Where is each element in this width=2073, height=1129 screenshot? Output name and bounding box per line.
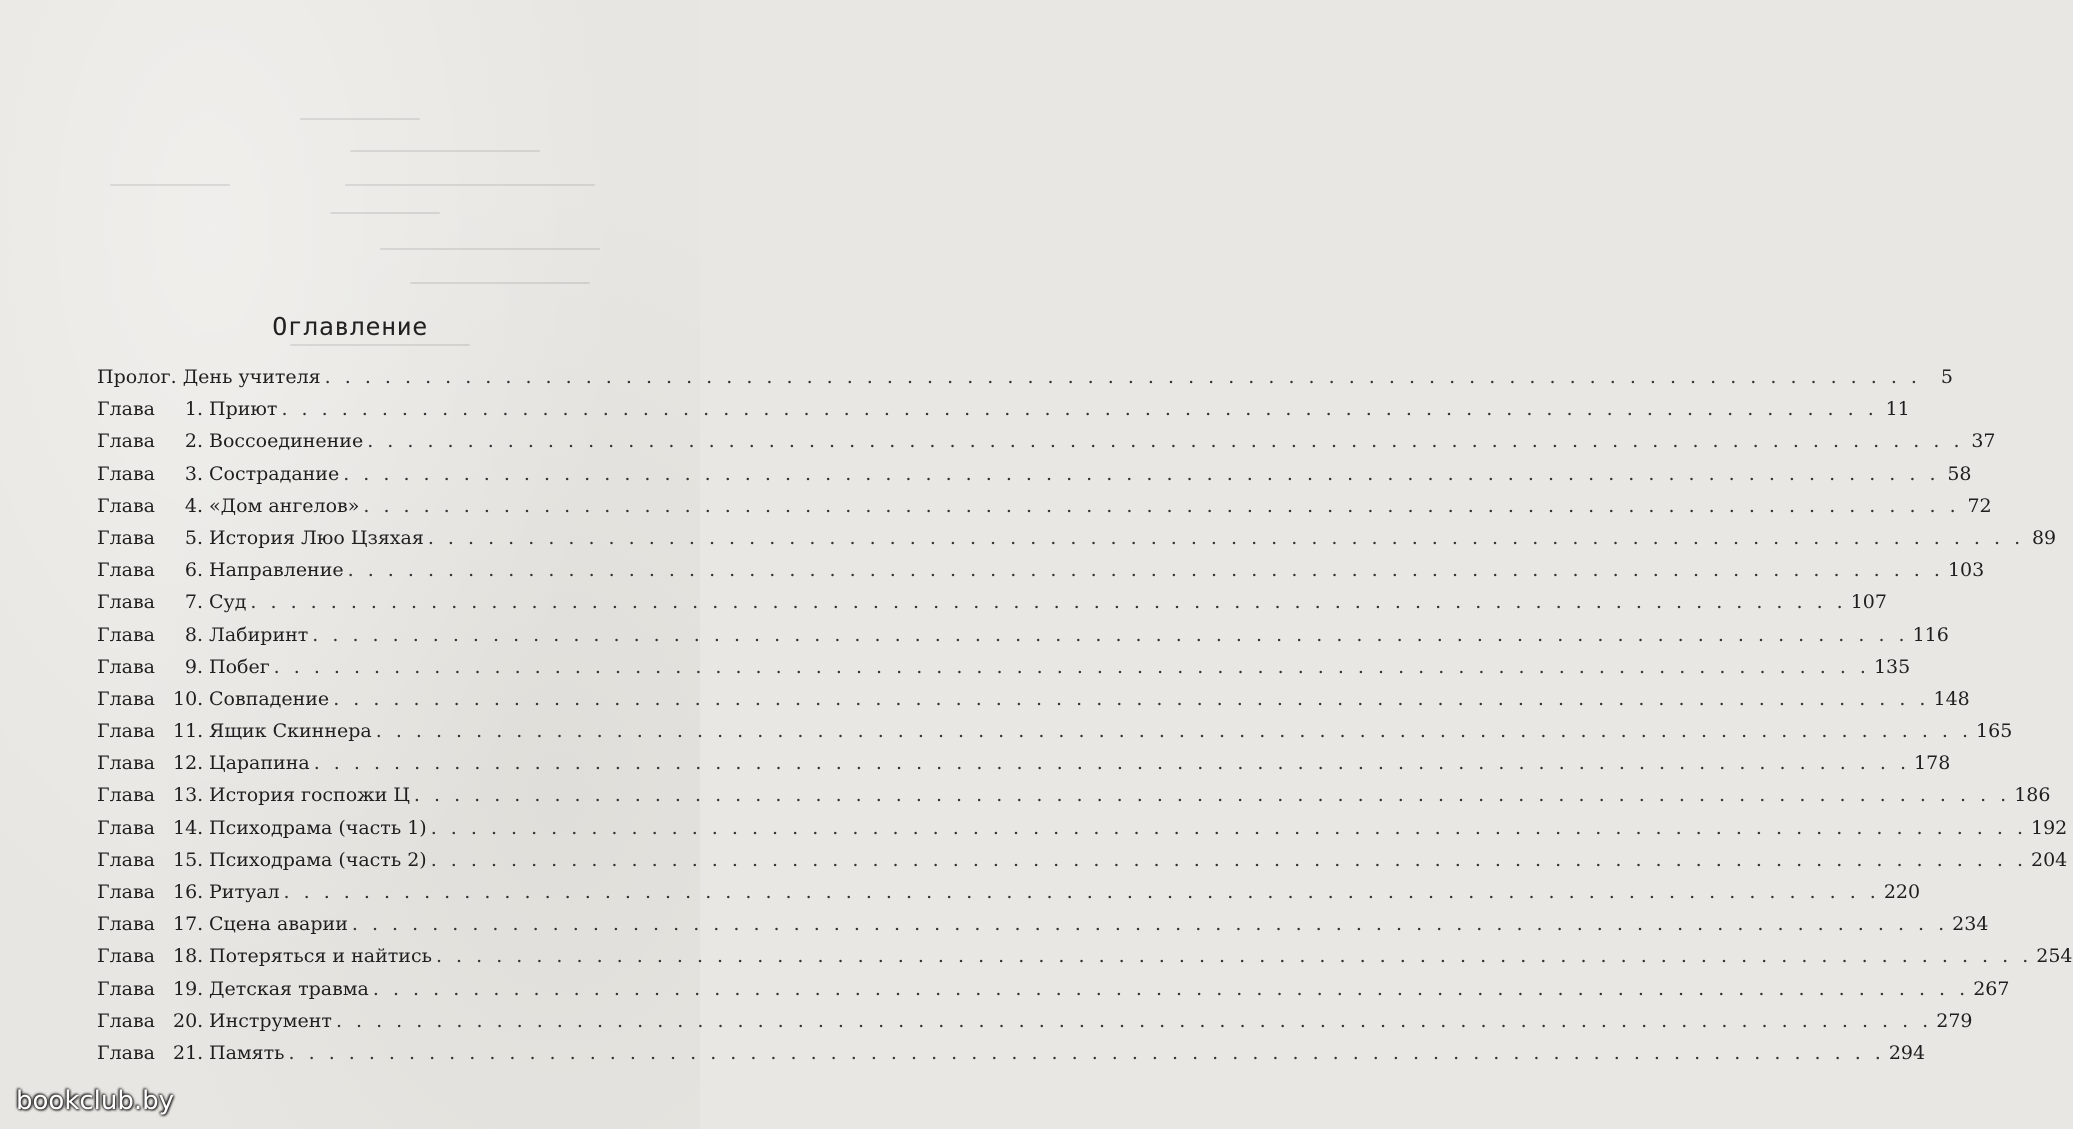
toc-entry — [97, 881, 1921, 913]
dot-leader: . . . . . . . . . . . . . . . . . . . . . . . . . . . . . . . . . . . . . . . . . . . . . . . . . . . . . . . . . . . . . . . . . . . . . . . . . . . . . . . . — [343, 462, 1940, 485]
toc-entry-heading — [97, 913, 348, 935]
page-number: 279 — [1936, 1009, 1973, 1032]
dot-leader: . . . . . . . . . . . . . . . . . . . . . . . . . . . . . . . . . . . . . . . . . . . . . . . . . . . . . . . . . . . . . . . . . . . . . . . . . . . . . . . . — [324, 366, 1921, 388]
dot-leader: . . . . . . . . . . . . . . . . . . . . . . . . . . . . . . . . . . . . . . . . . . . . . . . . . . . . . . . . . . . . . . . . . . . . . . . . . . . . . . . . — [288, 1041, 1885, 1064]
toc-entry-heading — [97, 366, 321, 388]
dot-leader: . . . . . . . . . . . . . . . . . . . . . . . . . . . . . . . . . . . . . . . . . . . . . . . . . . . . . . . . . . . . . . . . . . . . . . . . . . . . . . . . — [281, 398, 1878, 421]
chapter-number: 16. — [173, 881, 204, 903]
page-number: 103 — [1947, 559, 1985, 582]
toc-entry-heading — [97, 720, 372, 742]
chapter-title: История госпожи Ц — [209, 784, 410, 807]
chapter-title: Память — [209, 1041, 285, 1064]
chapter-title: Побег — [209, 655, 270, 678]
page-number: 116 — [1912, 623, 1949, 646]
toc-entry — [97, 623, 1949, 656]
toc-entry — [97, 720, 2013, 752]
toc-entry-heading — [97, 430, 363, 452]
toc-entry-heading — [97, 656, 270, 678]
page-number: 72 — [1967, 494, 1992, 517]
chapter-number: 9. — [184, 655, 203, 678]
page-number: 165 — [1976, 720, 2013, 743]
chapter-title: Психодрама (часть 2) — [209, 848, 427, 871]
page-number: 204 — [2031, 848, 2068, 871]
chapter-word: Глава — [97, 1009, 156, 1032]
chapter-word: Глава — [97, 526, 156, 549]
chapter-word: Глава — [97, 687, 156, 710]
chapter-word: Глава — [97, 945, 156, 968]
dot-leader: . . . . . . . . . . . . . . . . . . . . . . . . . . . . . . . . . . . . . . . . . . . . . . . . . . . . . . . . . . . . . . . . . . . . . . . . . . . . . . . . — [372, 977, 1970, 1000]
chapter-word: Глава — [97, 752, 156, 775]
toc-entry — [97, 526, 2057, 559]
toc-entry — [97, 591, 1887, 623]
toc-entry — [97, 1041, 1926, 1074]
chapter-number: 20. — [173, 1009, 204, 1032]
page-title: Оглавление — [272, 312, 428, 341]
chapter-title: Суд — [209, 591, 247, 614]
dot-leader: . . . . . . . . . . . . . . . . . . . . . . . . . . . . . . . . . . . . . . . . . . . . . . . . . . . . . . . . . . . . . . . . . . . . . . . . . . . . . . . . — [363, 494, 1960, 517]
page-number: 186 — [2014, 784, 2051, 807]
chapter-word: Глава — [97, 430, 156, 453]
dot-leader: . . . . . . . . . . . . . . . . . . . . . . . . . . . . . . . . . . . . . . . . . . . . . . . . . . . . . . . . . . . . . . . . . . . . . . . . . . . . . . . . — [283, 881, 1880, 903]
chapter-number: 19. — [173, 977, 204, 1000]
page-number: 58 — [1947, 462, 1972, 485]
chapter-title: История Люо Цзяхая — [209, 526, 424, 549]
toc-entry — [97, 366, 1953, 398]
chapter-word: Глава — [97, 559, 156, 582]
toc-entry — [97, 398, 1910, 430]
chapter-number: 8. — [184, 623, 203, 646]
chapter-title: Сострадание — [209, 462, 340, 485]
chapter-word: Глава — [97, 881, 156, 903]
page-number: 192 — [2031, 816, 2068, 839]
dot-leader: . . . . . . . . . . . . . . . . . . . . . . . . . . . . . . . . . . . . . . . . . . . . . . . . . . . . . . . . . . . . . . . . . . . . . . . . . . . . . . . . — [313, 752, 1911, 775]
toc-entry-heading — [97, 688, 329, 710]
toc-entry — [97, 494, 1992, 527]
dot-leader: . . . . . . . . . . . . . . . . . . . . . . . . . . . . . . . . . . . . . . . . . . . . . . . . . . . . . . . . . . . . . . . . . . . . . . . . . . . . . . . . — [430, 848, 2027, 871]
chapter-number: 5. — [184, 526, 203, 549]
chapter-number: 3. — [184, 462, 203, 485]
toc-entry — [97, 913, 1989, 945]
page-number: 107 — [1850, 591, 1887, 614]
toc-entry — [97, 816, 2068, 849]
dot-leader: . . . . . . . . . . . . . . . . . . . . . . . . . . . . . . . . . . . . . . . . . . . . . . . . . . . . . . . . . . . . . . . . . . . . . . . . . . . . . . . . — [427, 526, 2025, 549]
chapter-word: Глава — [97, 1041, 156, 1064]
toc-entry — [97, 655, 1911, 688]
chapter-title: Ящик Скиннера — [209, 720, 372, 743]
toc-entry-heading — [97, 1010, 332, 1032]
table-of-contents — [97, 366, 2073, 1074]
chapter-title: Сцена аварии — [209, 913, 348, 936]
chapter-number: 15. — [173, 848, 204, 871]
page-number: 234 — [1952, 913, 1989, 936]
toc-entry — [97, 559, 1985, 591]
dot-leader: . . . . . . . . . . . . . . . . . . . . . . . . . . . . . . . . . . . . . . . . . . . . . . . . . . . . . . . . . . . . . . . . . . . . . . . . . . . . . . . . — [375, 720, 1973, 743]
chapter-number: 1. — [184, 398, 203, 421]
chapter-title: Психодрама (часть 1) — [209, 816, 427, 839]
page-number: 267 — [1973, 977, 2010, 1000]
chapter-number: 21. — [173, 1041, 204, 1064]
chapter-number: 10. — [173, 687, 204, 710]
chapter-word: Глава — [97, 816, 156, 839]
chapter-title: Лабиринт — [209, 623, 309, 646]
dot-leader: . . . . . . . . . . . . . . . . . . . . . . . . . . . . . . . . . . . . . . . . . . . . . . . . . . . . . . . . . . . . . . . . . . . . . . . . . . . . . . . . — [430, 816, 2027, 839]
show-through-text — [0, 0, 700, 360]
chapter-number: 11. — [173, 720, 204, 743]
chapter-title: Воссоединение — [209, 430, 364, 453]
chapter-word: Глава — [97, 655, 156, 678]
dot-leader: . . . . . . . . . . . . . . . . . . . . . . . . . . . . . . . . . . . . . . . . . . . . . . . . . . . . . . . . . . . . . . . . . . . . . . . . . . . . . . . . — [413, 784, 2011, 807]
chapter-word: Глава — [97, 784, 156, 807]
toc-entry-heading — [97, 784, 410, 806]
chapter-title: Детская травма — [209, 977, 369, 1000]
chapter-title: Направление — [209, 559, 344, 582]
chapter-title: Царапина — [209, 752, 310, 775]
toc-entry-heading — [97, 527, 424, 549]
chapter-number: 2. — [184, 430, 203, 453]
dot-leader: . . . . . . . . . . . . . . . . . . . . . . . . . . . . . . . . . . . . . . . . . . . . . . . . . . . . . . . . . . . . . . . . . . . . . . . . . . . . . . . . — [367, 430, 1964, 453]
toc-entry — [97, 945, 2073, 977]
toc-entry-heading — [97, 591, 246, 613]
page-number: 148 — [1933, 687, 1970, 710]
toc-entry-heading — [97, 849, 427, 871]
chapter-title: Ритуал — [209, 881, 280, 903]
toc-entry — [97, 687, 1970, 720]
toc-entry-heading — [97, 463, 339, 485]
page-number: 178 — [1914, 752, 1951, 775]
toc-entry — [97, 752, 1951, 784]
chapter-title: Приют — [209, 398, 278, 421]
chapter-word: Глава — [97, 462, 156, 485]
page-number: 89 — [2031, 526, 2057, 549]
toc-entry — [97, 430, 1996, 462]
watermark: bookclub.by — [16, 1086, 175, 1116]
toc-entry-heading — [97, 559, 344, 581]
page-number: 254 — [2036, 945, 2073, 968]
toc-entry-heading — [97, 978, 369, 1000]
chapter-word: Глава — [97, 623, 156, 646]
toc-entry-heading — [97, 398, 277, 420]
dot-leader: . . . . . . . . . . . . . . . . . . . . . . . . . . . . . . . . . . . . . . . . . . . . . . . . . . . . . . . . . . . . . . . . . . . . . . . . . . . . . . . . — [273, 655, 1870, 678]
chapter-title: Совпадение — [209, 687, 330, 710]
chapter-number: 4. — [184, 494, 203, 517]
chapter-word: Глава — [97, 913, 156, 936]
chapter-word: Глава — [97, 977, 156, 1000]
toc-entry — [97, 784, 2051, 816]
chapter-title: Инструмент — [209, 1009, 332, 1032]
toc-entry-heading — [97, 1042, 285, 1064]
chapter-number: 17. — [173, 913, 204, 936]
dot-leader: . . . . . . . . . . . . . . . . . . . . . . . . . . . . . . . . . . . . . . . . . . . . . . . . . . . . . . . . . . . . . . . . . . . . . . . . . . . . . . . . — [333, 687, 1930, 710]
chapter-number: 7. — [184, 591, 203, 614]
chapter-title: «Дом ангелов» — [209, 494, 360, 517]
page-number: 135 — [1873, 655, 1911, 678]
chapter-number: 14. — [173, 816, 204, 839]
toc-entry — [97, 462, 1972, 495]
page-number: 5 — [1940, 366, 1953, 388]
dot-leader: . . . . . . . . . . . . . . . . . . . . . . . . . . . . . . . . . . . . . . . . . . . . . . . . . . . . . . . . . . . . . . . . . . . . . . . . . . . . . . . . — [347, 559, 1944, 582]
toc-entry — [97, 977, 2010, 1010]
page-number: 294 — [1888, 1041, 1926, 1064]
toc-entry-heading — [97, 624, 308, 646]
dot-leader: . . . . . . . . . . . . . . . . . . . . . . . . . . . . . . . . . . . . . . . . . . . . . . . . . . . . . . . . . . . . . . . . . . . . . . . . . . . . . . . . — [250, 591, 1847, 614]
chapter-word: Глава — [97, 848, 156, 871]
dot-leader: . . . . . . . . . . . . . . . . . . . . . . . . . . . . . . . . . . . . . . . . . . . . . . . . . . . . . . . . . . . . . . . . . . . . . . . . . . . . . . . . — [335, 1009, 1933, 1032]
page-number: 37 — [1971, 430, 1996, 453]
page-number: 11 — [1885, 398, 1910, 421]
toc-entry-heading — [97, 817, 427, 839]
dot-leader: . . . . . . . . . . . . . . . . . . . . . . . . . . . . . . . . . . . . . . . . . . . . . . . . . . . . . . . . . . . . . . . . . . . . . . . . . . . . . . . . — [351, 913, 1949, 936]
chapter-word: Глава — [97, 720, 156, 743]
chapter-title: Потеряться и найтись — [209, 945, 432, 968]
toc-entry-heading — [97, 945, 432, 967]
toc-entry-heading — [97, 881, 280, 903]
chapter-number: 6. — [184, 559, 203, 582]
chapter-word: Глава — [97, 398, 156, 421]
toc-entry-heading — [97, 495, 359, 517]
chapter-number: 18. — [173, 945, 204, 968]
chapter-title: Пролог. День учителя — [97, 366, 321, 388]
dot-leader: . . . . . . . . . . . . . . . . . . . . . . . . . . . . . . . . . . . . . . . . . . . . . . . . . . . . . . . . . . . . . . . . . . . . . . . . . . . . . . . . — [312, 623, 1909, 646]
toc-entry — [97, 848, 2068, 881]
toc-entry-heading — [97, 752, 310, 774]
page-number: 220 — [1883, 881, 1921, 903]
chapter-word: Глава — [97, 494, 156, 517]
chapter-number: 12. — [173, 752, 204, 775]
toc-entry — [97, 1009, 1973, 1042]
dot-leader: . . . . . . . . . . . . . . . . . . . . . . . . . . . . . . . . . . . . . . . . . . . . . . . . . . . . . . . . . . . . . . . . . . . . . . . . . . . . . . . . — [435, 945, 2033, 968]
chapter-number: 13. — [173, 784, 204, 807]
chapter-word: Глава — [97, 591, 156, 614]
